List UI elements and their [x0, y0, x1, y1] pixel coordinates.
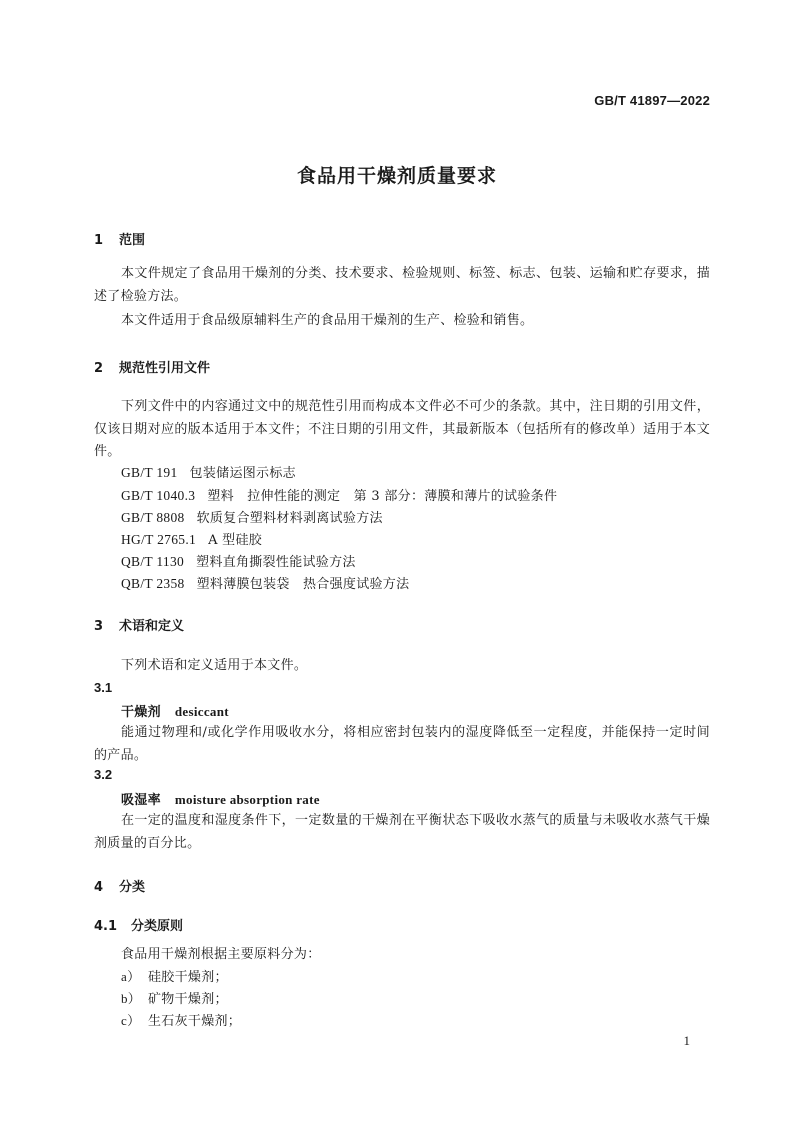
- section-number: 2: [94, 361, 104, 376]
- term-english: moisture absorption rate: [174, 792, 320, 807]
- reference-code: GB/T 191: [121, 465, 178, 480]
- section-number: 1: [94, 233, 104, 248]
- section-number: 4: [94, 880, 104, 895]
- list-marker: b）: [121, 991, 142, 1006]
- list-item: [121, 1010, 241, 1029]
- term-heading: [121, 701, 229, 720]
- subsection-4-1-paragraph: 食品用干燥剂根据主要原料分为：: [121, 947, 321, 962]
- term-definition: 能通过物理和/或化学作用吸收水分，将相应密封包装内的湿度降低至一定程度，并能保持一定时间的产品。: [94, 725, 710, 763]
- section-title: 分类: [119, 880, 146, 895]
- document-title: 食品用干燥剂质量要求: [296, 165, 497, 187]
- term-english: desiccant: [174, 704, 229, 719]
- reference-title: 软质复合塑料材料剥离试验方法: [196, 511, 383, 526]
- reference-item: [121, 573, 409, 592]
- reference-item: [121, 529, 262, 548]
- reference-title: A 型硅胶: [208, 533, 263, 548]
- section-title: 规范性引用文件: [119, 361, 211, 376]
- reference-code: GB/T 1040.3: [121, 488, 196, 503]
- section-number: 3: [94, 619, 104, 634]
- reference-title: 塑料直角撕裂性能试验方法: [196, 555, 356, 570]
- page-number: 1: [683, 1033, 690, 1048]
- section-title: 术语和定义: [119, 619, 185, 634]
- reference-title: 塑料 拉伸性能的测定 第 3 部分：薄膜和薄片的试验条件: [207, 489, 558, 504]
- list-text: 硅胶干燥剂；: [148, 970, 228, 985]
- reference-code: HG/T 2765.1: [121, 532, 197, 547]
- reference-item: [121, 485, 557, 504]
- list-item: [121, 988, 228, 1007]
- list-item: [121, 966, 228, 985]
- section-3-heading: [94, 615, 184, 634]
- reference-item: [121, 551, 356, 570]
- list-marker: c）: [121, 1013, 141, 1028]
- term-number: 3.2: [94, 767, 113, 782]
- list-marker: a）: [121, 969, 141, 984]
- section-title: 范围: [119, 233, 146, 248]
- section-2-heading: [94, 357, 210, 376]
- term-heading: [121, 789, 320, 808]
- standard-code: GB/T 41897—2022: [594, 93, 710, 108]
- reference-code: GB/T 8808: [121, 510, 185, 525]
- reference-item: [121, 507, 383, 526]
- reference-item: [121, 462, 296, 481]
- section-1-paragraph-2: 本文件适用于食品级原辅料生产的食品用干燥剂的生产、检验和销售。: [121, 313, 534, 328]
- term-definition: 在一定的温度和湿度条件下，一定数量的干燥剂在平衡状态下吸收水蒸气的质量与未吸收水蒸气干燥剂质量的百分比。: [94, 813, 710, 851]
- section-2-paragraph-1: 下列文件中的内容通过文中的规范性引用而构成本文件必不可少的条款。其中，注日期的引用文件，仅该日期对应的版本适用于本文件；不注日期的引用文件，其最新版本（包括所有的修改单）适用于本文件。: [94, 399, 710, 459]
- reference-title: 塑料薄膜包装袋 热合强度试验方法: [196, 577, 410, 592]
- list-text: 矿物干燥剂；: [148, 992, 228, 1007]
- section-4-heading: [94, 876, 145, 895]
- reference-code: QB/T 2358: [121, 576, 185, 591]
- term-number: 3.1: [94, 680, 113, 695]
- subsection-4-1-heading: [94, 915, 183, 934]
- reference-title: 包装储运图示标志: [189, 466, 296, 481]
- subsection-title: 分类原则: [131, 919, 184, 934]
- section-3-paragraph-1: 下列术语和定义适用于本文件。: [121, 658, 308, 673]
- list-text: 生石灰干燥剂；: [148, 1014, 242, 1029]
- section-1-heading: [94, 229, 145, 248]
- reference-code: QB/T 1130: [121, 554, 185, 569]
- term-chinese: 干燥剂: [121, 705, 161, 720]
- term-chinese: 吸湿率: [121, 793, 161, 808]
- section-1-paragraph-1: 本文件规定了食品用干燥剂的分类、技术要求、检验规则、标签、标志、包装、运输和贮存要求，描述了检验方法。: [94, 266, 710, 304]
- subsection-number: 4.1: [94, 919, 118, 934]
